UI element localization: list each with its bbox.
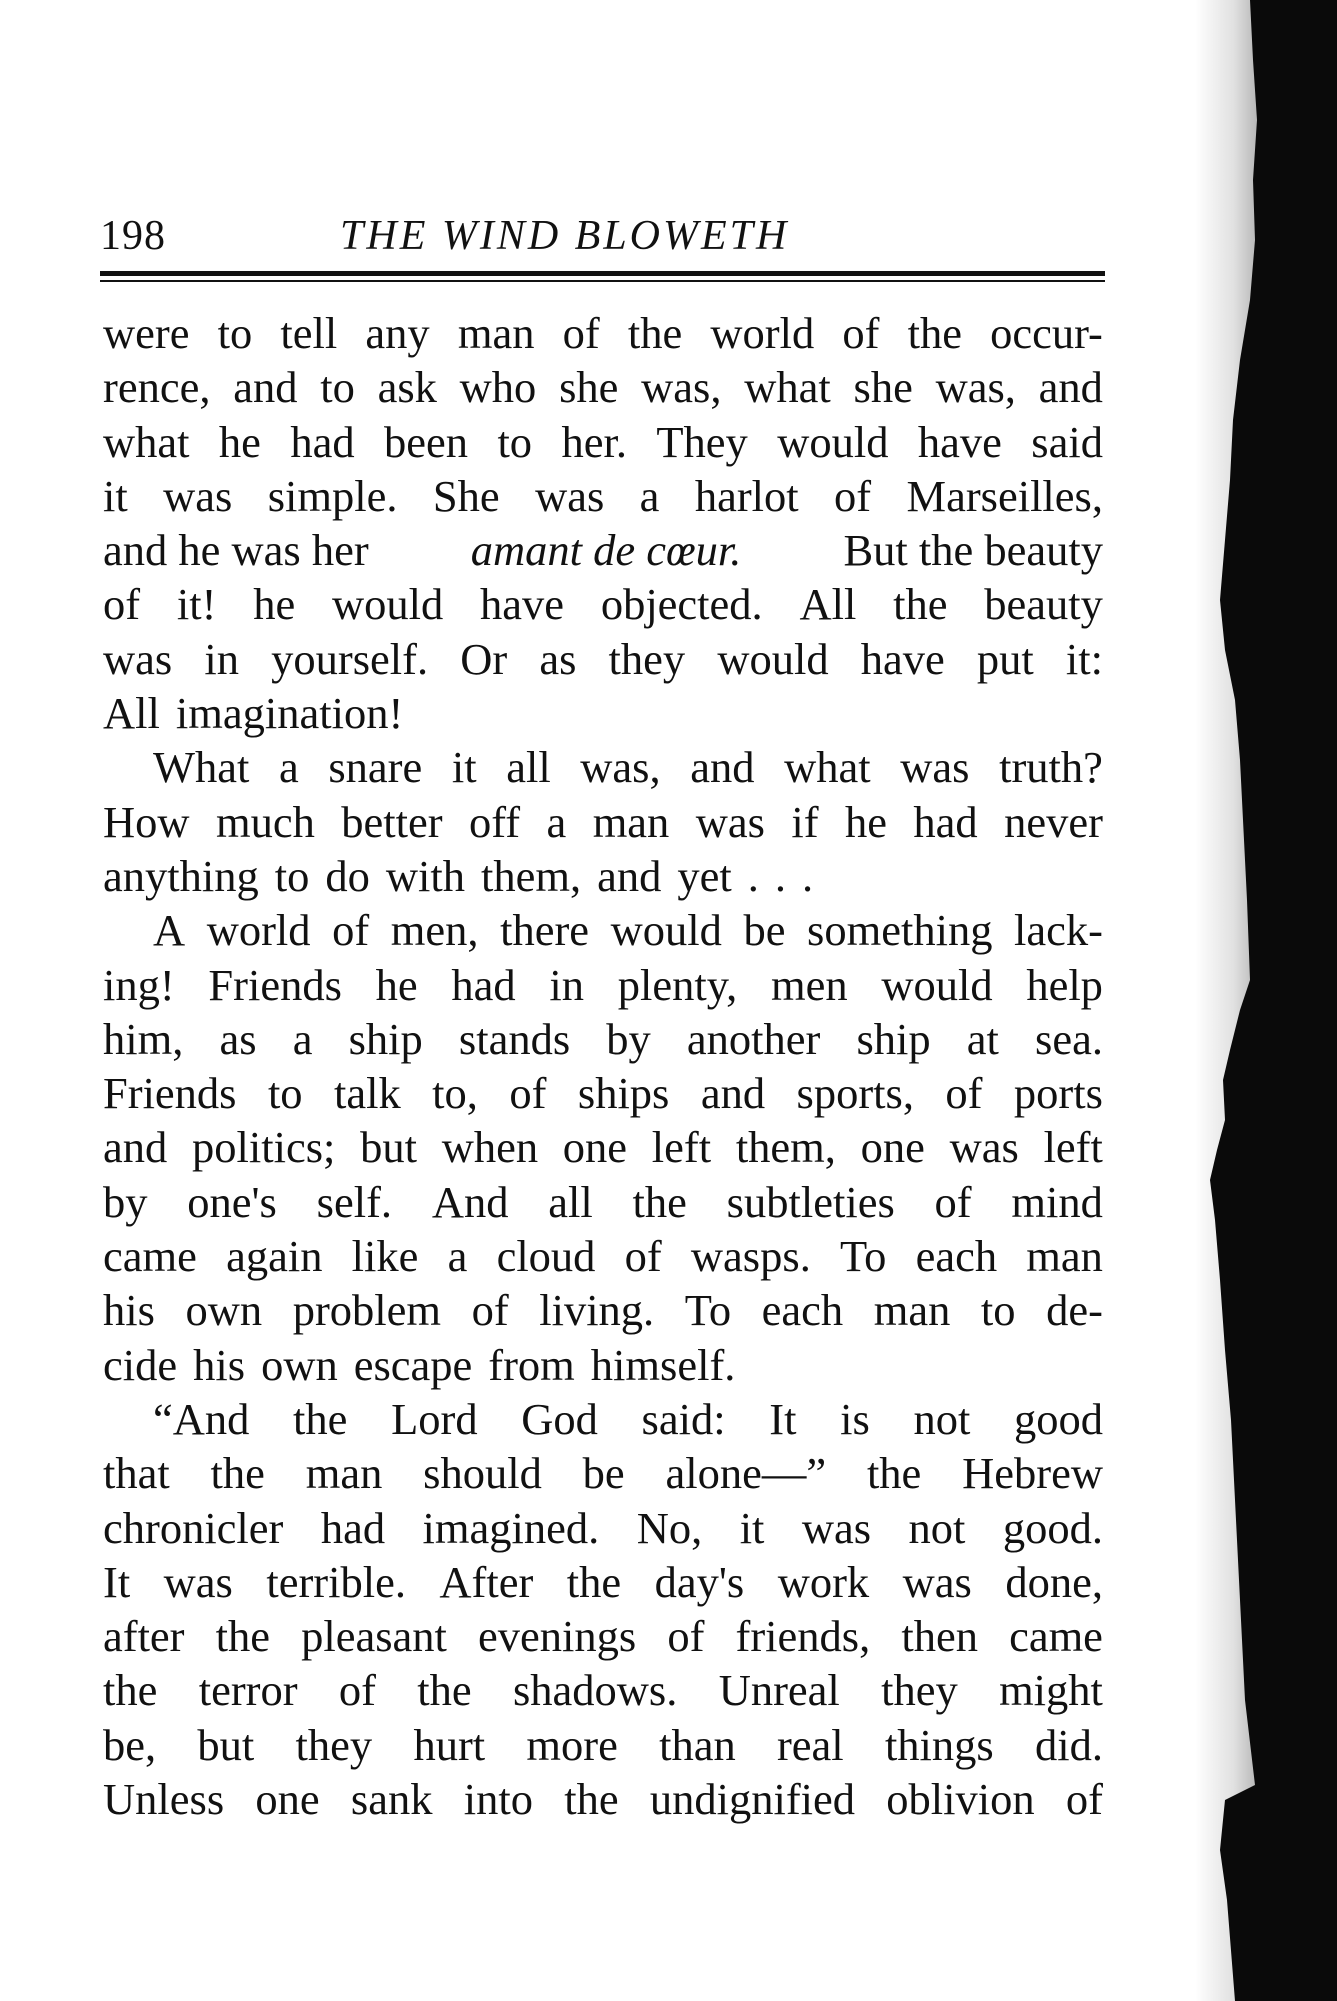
word: was bbox=[949, 1122, 1019, 1173]
word: ships bbox=[577, 1068, 670, 1119]
word: all bbox=[506, 742, 551, 793]
word: have bbox=[480, 579, 565, 630]
word: should bbox=[423, 1448, 542, 1499]
word: but bbox=[197, 1719, 255, 1770]
word: To bbox=[684, 1285, 732, 1336]
paragraph-first-line bbox=[103, 740, 1103, 794]
word: left bbox=[651, 1122, 712, 1173]
word: chronicler bbox=[103, 1502, 284, 1553]
word: was bbox=[103, 633, 173, 684]
word: problem bbox=[292, 1285, 442, 1336]
word: be bbox=[743, 905, 786, 956]
word: have bbox=[860, 633, 945, 684]
word: in bbox=[549, 959, 585, 1010]
word: And bbox=[431, 1176, 509, 1227]
word: left bbox=[1043, 1122, 1103, 1173]
word: man bbox=[305, 1448, 383, 1499]
word: all bbox=[548, 1176, 593, 1227]
word: to bbox=[217, 308, 253, 358]
word: of bbox=[934, 1176, 972, 1227]
word: sea. bbox=[1035, 1013, 1103, 1064]
word: came bbox=[103, 1231, 197, 1282]
word: snare bbox=[328, 742, 423, 793]
word: Or bbox=[460, 633, 508, 684]
word: but bbox=[360, 1122, 417, 1173]
word: imagination! bbox=[175, 688, 404, 739]
word: was bbox=[900, 742, 970, 793]
word: pleasant bbox=[301, 1611, 447, 1662]
text-line bbox=[103, 1120, 1103, 1174]
word: one's bbox=[187, 1176, 277, 1227]
word: after bbox=[103, 1611, 185, 1662]
italic-phrase: amant de cœur. bbox=[470, 525, 742, 576]
word: escape bbox=[353, 1339, 473, 1390]
word: No, bbox=[636, 1502, 703, 1553]
word: good. bbox=[1002, 1502, 1103, 1553]
word: they bbox=[881, 1665, 958, 1716]
word: as bbox=[219, 1013, 257, 1064]
word: would bbox=[717, 633, 829, 684]
text-line bbox=[103, 958, 1103, 1012]
word: the bbox=[866, 1448, 922, 1499]
word: his bbox=[103, 1285, 155, 1336]
word: a bbox=[292, 1013, 313, 1064]
word: a bbox=[639, 470, 660, 521]
word: better bbox=[341, 796, 443, 847]
word: the bbox=[210, 1448, 265, 1499]
word: and bbox=[233, 362, 298, 413]
word: and bbox=[690, 742, 755, 793]
word: to bbox=[320, 362, 355, 413]
word: of bbox=[1065, 1774, 1103, 1825]
word: Friends bbox=[103, 1068, 237, 1119]
text-line bbox=[103, 523, 1103, 577]
word: All bbox=[799, 579, 857, 630]
word: world bbox=[206, 905, 311, 956]
word: occur- bbox=[990, 308, 1103, 358]
word: ship bbox=[856, 1013, 931, 1064]
word: was bbox=[695, 796, 765, 847]
text-line bbox=[103, 1555, 1103, 1609]
word: did. bbox=[1035, 1719, 1103, 1770]
word: stands bbox=[458, 1013, 571, 1064]
word: they bbox=[295, 1719, 373, 1770]
text-line bbox=[103, 1609, 1103, 1663]
word: lack- bbox=[1014, 905, 1103, 956]
word: shadows. bbox=[512, 1665, 678, 1716]
text-segment: But the beauty bbox=[843, 525, 1103, 576]
word: than bbox=[659, 1719, 736, 1770]
word: would bbox=[777, 416, 889, 467]
word: he bbox=[218, 416, 261, 467]
word: his bbox=[193, 1339, 246, 1390]
word: After bbox=[439, 1556, 534, 1607]
word: not bbox=[913, 1393, 971, 1444]
word: men, bbox=[390, 905, 479, 956]
word: own bbox=[185, 1285, 263, 1336]
word: world bbox=[710, 308, 815, 358]
text-line bbox=[103, 1175, 1103, 1229]
word: simple. bbox=[267, 470, 398, 521]
word: was bbox=[535, 470, 605, 521]
word: They bbox=[656, 416, 748, 467]
text-line bbox=[103, 849, 1103, 903]
word: subtleties bbox=[726, 1176, 895, 1227]
word: mind bbox=[1011, 1176, 1103, 1227]
word: a bbox=[278, 742, 299, 793]
word: . bbox=[774, 850, 786, 901]
word: him, bbox=[103, 1013, 184, 1064]
word: help bbox=[1026, 959, 1103, 1010]
word: harlot bbox=[694, 470, 799, 521]
word: Unreal bbox=[718, 1665, 840, 1716]
word: was bbox=[163, 470, 233, 521]
word: is bbox=[840, 1393, 870, 1444]
word: what bbox=[784, 742, 871, 793]
word: of bbox=[562, 308, 600, 358]
word: evenings bbox=[478, 1611, 637, 1662]
text-line bbox=[103, 577, 1103, 631]
word: tell bbox=[280, 308, 338, 358]
word: to bbox=[980, 1285, 1016, 1336]
word: again bbox=[226, 1231, 323, 1282]
paragraph-first-line bbox=[103, 1392, 1103, 1446]
word: was, bbox=[641, 362, 722, 413]
word: self. bbox=[316, 1176, 393, 1227]
word: To bbox=[840, 1231, 887, 1282]
text-line bbox=[103, 1772, 1103, 1826]
word: the bbox=[627, 308, 683, 358]
header-rule-thick bbox=[100, 271, 1105, 276]
word: she bbox=[559, 362, 619, 413]
word: . bbox=[747, 850, 759, 901]
word: friends, bbox=[735, 1611, 871, 1662]
word: it: bbox=[1065, 633, 1103, 684]
word: of bbox=[332, 905, 370, 956]
word: man bbox=[873, 1285, 951, 1336]
word: be, bbox=[103, 1719, 157, 1770]
word: Unless bbox=[103, 1774, 225, 1825]
text-segment: and he was her bbox=[103, 525, 369, 576]
word: terror bbox=[198, 1665, 298, 1716]
word: talk bbox=[334, 1068, 401, 1119]
word: of bbox=[471, 1285, 509, 1336]
word: would bbox=[610, 905, 722, 956]
word: ports bbox=[1013, 1068, 1103, 1119]
word: and bbox=[1038, 362, 1103, 413]
word: one bbox=[860, 1122, 925, 1173]
word: said: bbox=[641, 1393, 726, 1444]
body-text bbox=[103, 306, 1103, 1826]
word: much bbox=[215, 796, 315, 847]
word: were bbox=[103, 308, 190, 358]
word: Friends bbox=[208, 959, 342, 1010]
word: of bbox=[338, 1665, 376, 1716]
word: he bbox=[375, 959, 418, 1010]
word: . bbox=[801, 850, 814, 901]
word: one bbox=[255, 1774, 320, 1825]
word: himself. bbox=[590, 1339, 736, 1390]
word: things bbox=[884, 1719, 994, 1770]
binding-shadow bbox=[1195, 0, 1337, 2001]
text-line bbox=[103, 686, 1103, 740]
word: it bbox=[451, 742, 477, 793]
word: a bbox=[447, 1231, 468, 1282]
word: into bbox=[463, 1774, 533, 1825]
word: was bbox=[163, 1556, 233, 1607]
word: cloud bbox=[496, 1231, 596, 1282]
word: then bbox=[901, 1611, 978, 1662]
word: to, bbox=[432, 1068, 478, 1119]
word: beauty bbox=[984, 579, 1103, 630]
word: had bbox=[290, 416, 355, 467]
word: “And bbox=[153, 1393, 250, 1444]
word: what bbox=[744, 362, 831, 413]
word: to bbox=[497, 416, 533, 467]
text-line bbox=[103, 1283, 1103, 1337]
word: been bbox=[384, 416, 469, 467]
word: it! bbox=[176, 579, 217, 630]
word: who bbox=[459, 362, 537, 413]
word: the bbox=[103, 1665, 158, 1716]
word: had bbox=[913, 796, 978, 847]
word: them, bbox=[480, 850, 582, 901]
page-number: 198 bbox=[100, 213, 166, 259]
word: the bbox=[417, 1665, 472, 1716]
text-line bbox=[103, 1446, 1103, 1500]
word: truth? bbox=[999, 742, 1103, 793]
word: would bbox=[331, 579, 444, 630]
word: man bbox=[592, 796, 670, 847]
word: in bbox=[204, 633, 239, 684]
word: plenty, bbox=[617, 959, 738, 1010]
word: sank bbox=[350, 1774, 433, 1825]
word: It bbox=[769, 1393, 797, 1444]
word: undignified bbox=[649, 1774, 856, 1825]
word: real bbox=[776, 1719, 844, 1770]
word: that bbox=[103, 1448, 170, 1499]
word: imagined. bbox=[422, 1502, 600, 1553]
paragraph-first-line bbox=[103, 903, 1103, 957]
word: them, bbox=[735, 1122, 836, 1173]
word: any bbox=[365, 308, 430, 358]
word: ask bbox=[377, 362, 437, 413]
word: with bbox=[385, 850, 465, 901]
word: the bbox=[564, 1774, 619, 1825]
word: at bbox=[966, 1013, 999, 1064]
word: be bbox=[582, 1448, 625, 1499]
word: he bbox=[844, 796, 887, 847]
running-head: THE WIND BLOWETH bbox=[340, 213, 790, 259]
word: have bbox=[917, 416, 1002, 467]
word: was bbox=[801, 1502, 872, 1553]
word: own bbox=[261, 1339, 338, 1390]
word: she bbox=[853, 362, 913, 413]
word: day's bbox=[654, 1556, 745, 1607]
word: God bbox=[521, 1393, 598, 1444]
word: her. bbox=[561, 416, 627, 467]
text-line bbox=[103, 1663, 1103, 1717]
word: alone—” bbox=[665, 1448, 827, 1499]
word: objected. bbox=[600, 579, 763, 630]
word: do bbox=[325, 850, 370, 901]
word: what bbox=[103, 416, 190, 467]
word: and bbox=[597, 850, 662, 901]
word: oblivion bbox=[886, 1774, 1035, 1825]
word: a bbox=[546, 796, 567, 847]
word: wasps. bbox=[690, 1231, 811, 1282]
text-line bbox=[103, 469, 1103, 523]
word: Hebrew bbox=[962, 1448, 1103, 1499]
word: yourself. bbox=[271, 633, 429, 684]
word: something bbox=[807, 905, 993, 956]
word: politics; bbox=[191, 1122, 336, 1173]
word: It bbox=[103, 1556, 131, 1607]
word: de- bbox=[1046, 1285, 1103, 1336]
word: cide bbox=[103, 1339, 178, 1390]
text-line bbox=[103, 1718, 1103, 1772]
text-line bbox=[103, 795, 1103, 849]
word: the bbox=[293, 1393, 348, 1444]
word: the bbox=[893, 579, 948, 630]
word: each bbox=[915, 1231, 998, 1282]
word: put bbox=[976, 633, 1034, 684]
word: not bbox=[908, 1502, 966, 1553]
text-line bbox=[103, 1338, 1103, 1392]
word: What bbox=[153, 742, 250, 793]
word: anything bbox=[103, 850, 259, 901]
word: to bbox=[267, 1068, 303, 1119]
word: was bbox=[902, 1556, 972, 1607]
word: was, bbox=[935, 362, 1016, 413]
word: one bbox=[562, 1122, 628, 1173]
word: All bbox=[103, 688, 160, 739]
word: had bbox=[451, 959, 516, 1010]
word: of bbox=[624, 1231, 662, 1282]
word: from bbox=[488, 1339, 575, 1390]
word: man bbox=[1026, 1231, 1103, 1282]
text-line bbox=[103, 1066, 1103, 1120]
word: each bbox=[761, 1285, 844, 1336]
word: How bbox=[103, 796, 190, 847]
word: of bbox=[103, 579, 141, 630]
word: Lord bbox=[391, 1393, 478, 1444]
word: like bbox=[351, 1231, 419, 1282]
word: if bbox=[791, 796, 819, 847]
word: of bbox=[667, 1611, 705, 1662]
word: they bbox=[608, 633, 686, 684]
word: men bbox=[770, 959, 848, 1010]
word: to bbox=[274, 850, 310, 901]
word: living. bbox=[539, 1285, 655, 1336]
word: the bbox=[215, 1611, 270, 1662]
word: of bbox=[842, 308, 880, 358]
word: by bbox=[103, 1176, 148, 1227]
page-header bbox=[100, 212, 1105, 264]
word: A bbox=[153, 905, 186, 956]
word: came bbox=[1009, 1611, 1103, 1662]
word: the bbox=[566, 1556, 622, 1607]
text-line bbox=[103, 306, 1103, 360]
word: there bbox=[500, 905, 590, 956]
word: done, bbox=[1005, 1556, 1103, 1607]
word: was, bbox=[580, 742, 661, 793]
word: the bbox=[907, 308, 962, 358]
text-line bbox=[103, 1012, 1103, 1066]
word: said bbox=[1031, 416, 1103, 467]
word: never bbox=[1004, 796, 1103, 847]
word: the bbox=[632, 1176, 687, 1227]
text-line bbox=[103, 632, 1103, 686]
text-line bbox=[103, 415, 1103, 469]
word: yet bbox=[677, 850, 732, 901]
word: would bbox=[881, 959, 993, 1010]
word: it bbox=[103, 470, 128, 521]
word: might bbox=[999, 1665, 1103, 1716]
word: of bbox=[945, 1068, 983, 1119]
text-line bbox=[103, 360, 1103, 414]
word: hurt bbox=[413, 1719, 486, 1770]
word: ing! bbox=[103, 959, 175, 1010]
word: he bbox=[253, 579, 296, 630]
word: another bbox=[686, 1013, 821, 1064]
word: as bbox=[539, 633, 577, 684]
word: work bbox=[777, 1556, 870, 1607]
word: by bbox=[606, 1013, 651, 1064]
word: and bbox=[103, 1122, 168, 1173]
header-rule-thin bbox=[100, 280, 1105, 282]
word: of bbox=[834, 470, 872, 521]
text-line bbox=[103, 1501, 1103, 1555]
word: terrible. bbox=[266, 1556, 406, 1607]
word: of bbox=[509, 1068, 547, 1119]
word: had bbox=[320, 1502, 386, 1553]
word: and bbox=[700, 1068, 766, 1119]
word: it bbox=[739, 1502, 765, 1553]
word: rence, bbox=[103, 362, 211, 413]
word: She bbox=[432, 470, 500, 521]
word: sports, bbox=[796, 1068, 914, 1119]
word: Marseilles, bbox=[906, 470, 1103, 521]
word: good bbox=[1013, 1393, 1103, 1444]
word: man bbox=[457, 308, 535, 358]
word: off bbox=[468, 796, 521, 847]
word: more bbox=[526, 1719, 618, 1770]
word: ship bbox=[348, 1013, 423, 1064]
text-line bbox=[103, 1229, 1103, 1283]
word: when bbox=[441, 1122, 539, 1173]
